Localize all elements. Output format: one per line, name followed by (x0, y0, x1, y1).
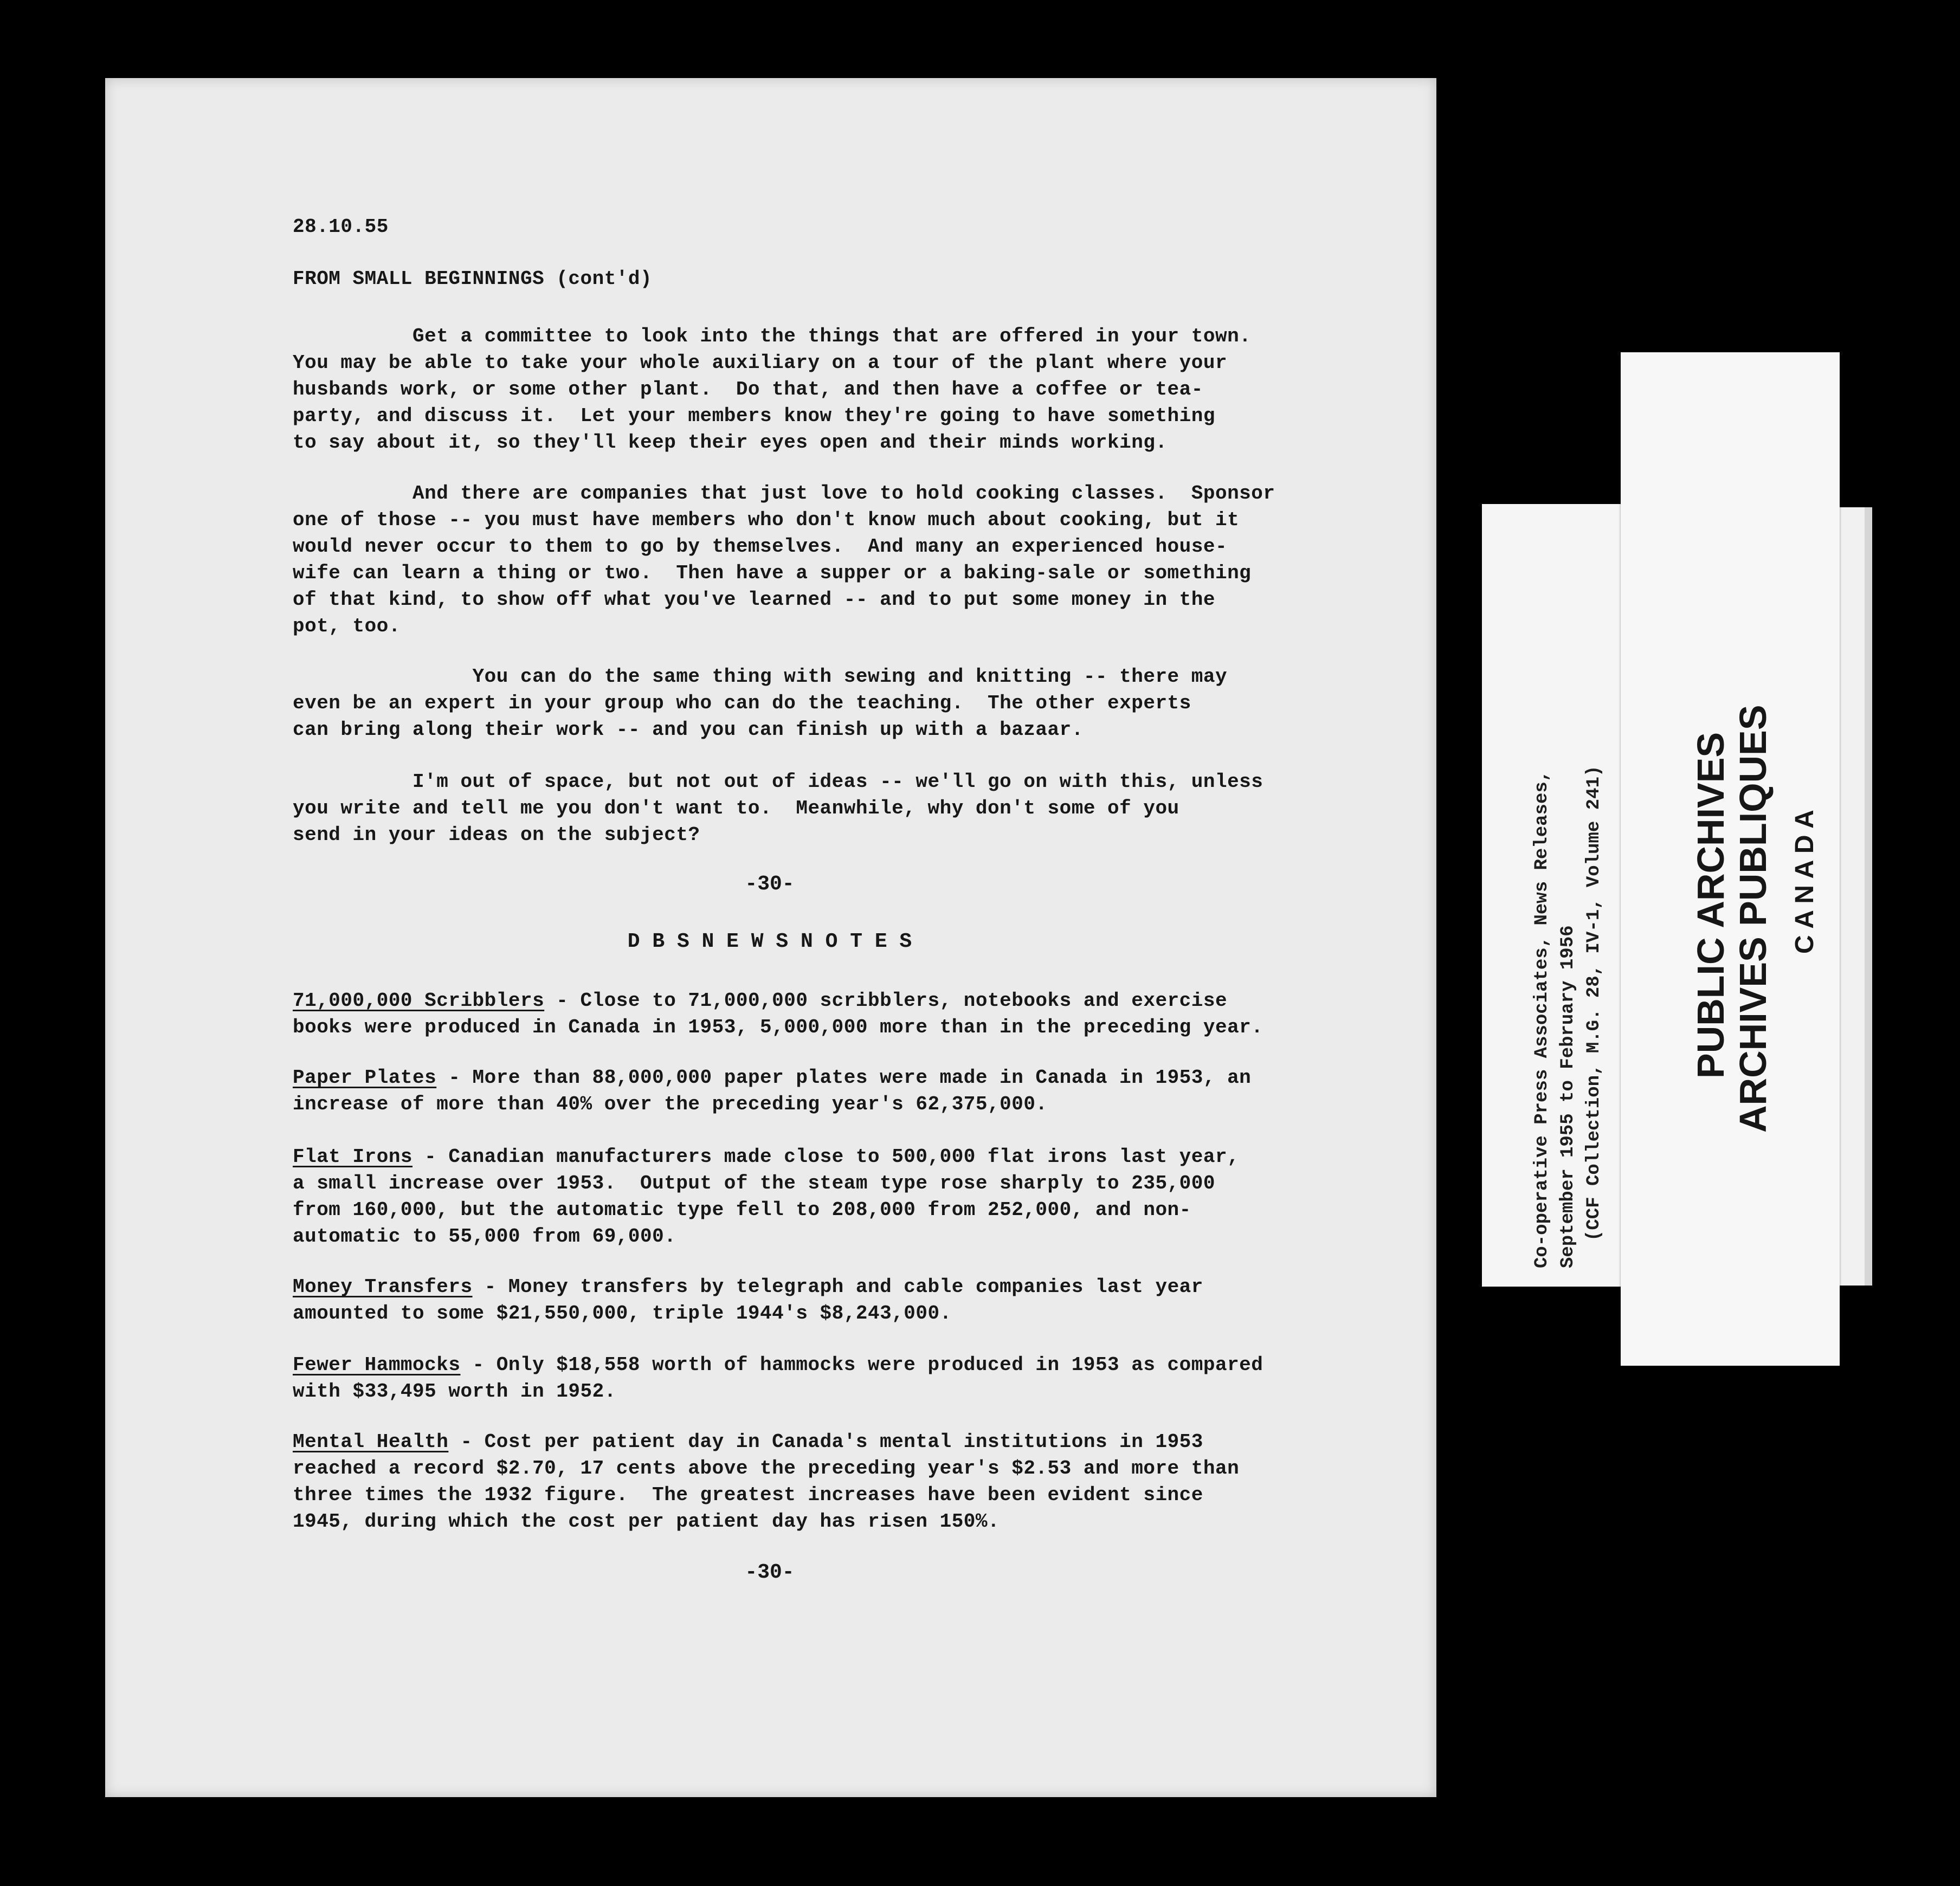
news-item (293, 1064, 1366, 1118)
end-mark: -30- (745, 1561, 795, 1584)
archive-line-publiques: ARCHIVES PUBLIQUES (1732, 705, 1774, 1133)
news-item-text: - Close to 71,000,000 scribblers, notebooks and exercise books were produced in Canada in 1953, 5,000,000 more than in the preceding year. (293, 990, 1263, 1038)
collection-line-2: September 1955 to February 1956 (1558, 925, 1578, 1268)
news-item-title: Fewer Hammocks (293, 1354, 461, 1376)
news-item-text: - Only $18,558 worth of hammocks were produced in 1953 as compared with $33,495 worth in 1952. (293, 1354, 1263, 1403)
news-item (293, 1429, 1366, 1535)
news-item-title: 71,000,000 Scribblers (293, 990, 545, 1012)
news-item-title: Flat Irons (293, 1146, 413, 1168)
label-backing-edge (1865, 507, 1872, 1286)
paragraph-1: Get a committee to look into the things that are offered in your town. You may be able to take your whole auxiliary on a tour of the plant where your husbands work, or some other plant. Do that, and then have a coffee or tea- party, and discuss it. Let your members know they're going to have something to say about it, so they'll keep their eyes open and their minds working. (293, 325, 1252, 454)
news-item-title: Mental Health (293, 1431, 449, 1453)
paragraph-2: And there are companies that just love to hold cooking classes. Sponsor one of those -- you must have members who don't know much about cooking, but it would never occur to them to go by themselves. And many an experienced house- wife can learn a thing or two. Then have a supper or a baking-sale or something of that kind, to show off what you've learned -- and to put some money in the pot, too. (293, 482, 1275, 637)
archive-line-canada: C A N A D A (1790, 810, 1819, 954)
news-item-text: - Money transfers by telegraph and cable companies last year amounted to some $21,550,000, triple 1944's $8,243,000. (293, 1276, 1203, 1325)
news-item (293, 1144, 1366, 1250)
news-item (293, 1274, 1366, 1327)
news-notes-heading: D B S N E W S N O T E S (627, 930, 912, 953)
collection-line-3: (CCF Collection, M.G. 28, IV-1, Volume 241) (1584, 765, 1604, 1241)
collection-line-1: Co-operative Press Associates, News Releases, (1532, 770, 1552, 1268)
news-item-title: Money Transfers (293, 1276, 473, 1298)
news-item-title: Paper Plates (293, 1067, 437, 1089)
news-item-text: - More than 88,000,000 paper plates were made in Canada in 1953, an increase of more than 40% over the preceding year's 62,375,000. (293, 1067, 1252, 1115)
archive-line-public: PUBLIC ARCHIVES (1690, 732, 1732, 1078)
news-item (293, 987, 1366, 1041)
section-title: FROM SMALL BEGINNINGS (cont'd) (293, 268, 653, 290)
news-item-text: - Canadian manufacturers made close to 500,000 flat irons last year, a small increase over 1953. Output of the steam type rose sharply to 235,000 from 160,000, but the automatic type fell to 208,000 from 252,000, and non- automatic to 55,000 from 69,000. (293, 1146, 1240, 1248)
paragraph-4: I'm out of space, but not out of ideas -- we'll go on with this, unless you write and tell me you don't want to. Meanwhile, why don't some of you send in your ideas on the subject? (293, 771, 1263, 846)
news-item-text: - Cost per patient day in Canada's mental institutions in 1953 reached a record $2.70, 17 cents above the preceding year's $2.53 and more than three times the 1932 figure. The greatest increases have been evident since 1945, during which the cost per patient day has risen 150%. (293, 1431, 1240, 1533)
news-item (293, 1352, 1366, 1405)
document-date: 28.10.55 (293, 216, 389, 238)
paragraph-3: You can do the same thing with sewing and knitting -- there may even be an expert in your group who can do the teaching. The other experts can bring along their work -- and you can finish up with a bazaar. (293, 666, 1228, 741)
end-mark: -30- (745, 873, 795, 896)
